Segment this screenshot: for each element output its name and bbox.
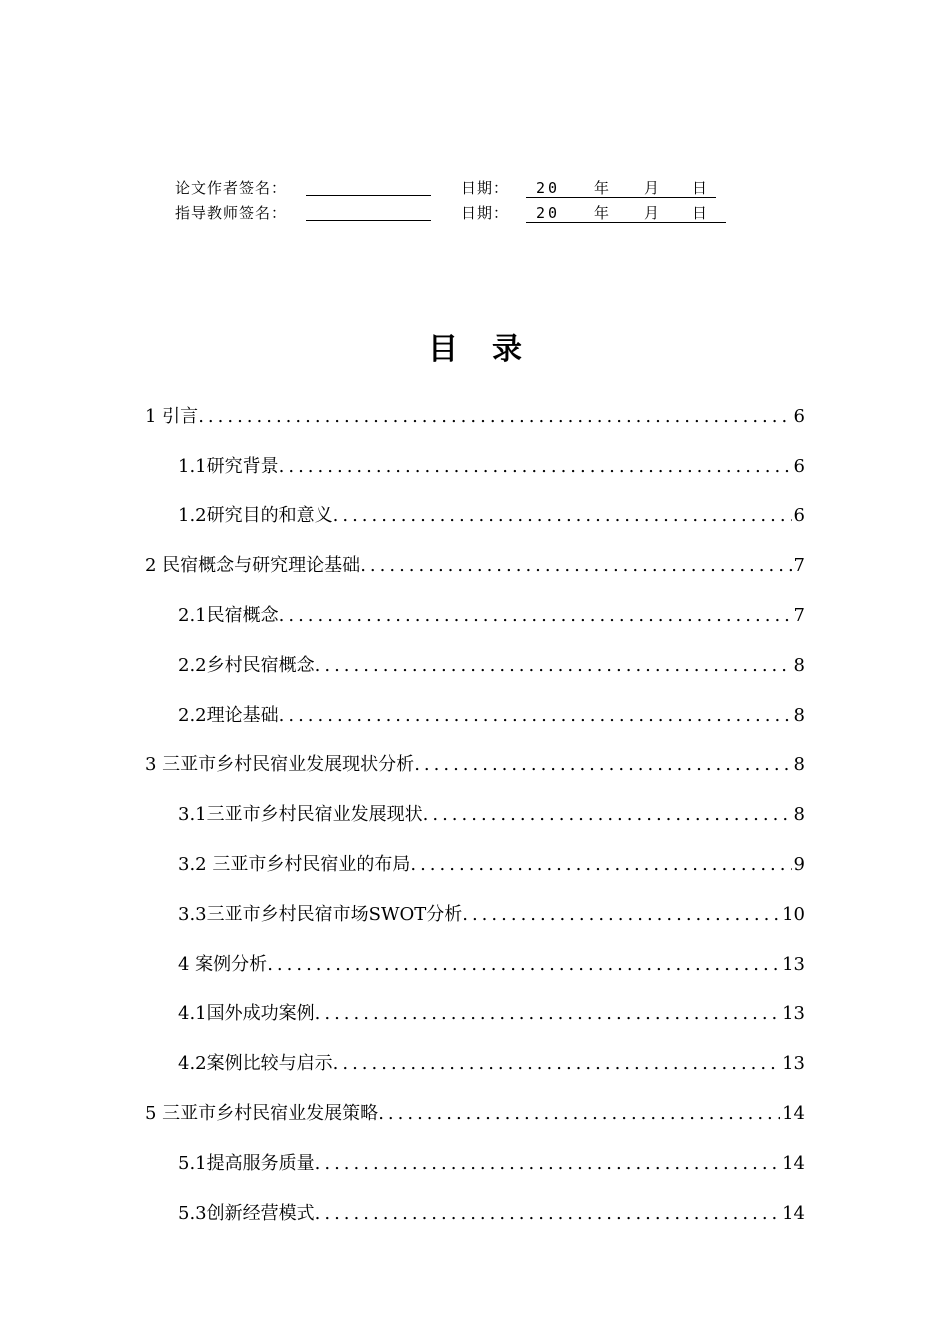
toc-entry-title: 5.3创新经营模式 — [178, 1202, 315, 1224]
toc-entry-page: 7 — [793, 555, 805, 577]
toc-entry[interactable] — [145, 534, 805, 584]
toc-entry-title: 5 三亚市乡村民宿业发展策略 — [145, 1102, 379, 1124]
toc-entry[interactable] — [145, 933, 805, 983]
advisor-signature-line — [306, 220, 431, 221]
signature-block — [175, 176, 775, 226]
advisor-signature-label: 指导教师签名： — [175, 204, 288, 222]
author-signature-label: 论文作者签名： — [175, 179, 288, 197]
author-date-field — [526, 176, 716, 198]
date-day-char: 日 — [692, 204, 708, 222]
date-year-char: 年 — [594, 204, 610, 222]
toc-entry-page: 8 — [793, 804, 805, 826]
toc-entry-title: 1.1研究背景 — [178, 455, 279, 477]
toc-entry-title: 5.1提高服务质量 — [178, 1152, 315, 1174]
toc-dot-leader — [267, 949, 780, 983]
date-month-char: 月 — [644, 179, 660, 197]
toc-entry-title: 4.1国外成功案例 — [178, 1003, 315, 1025]
toc-entry-page: 6 — [793, 405, 805, 427]
toc-entry-page: 13 — [782, 1053, 805, 1075]
advisor-date-label: 日期： — [461, 204, 510, 222]
toc-dot-leader — [333, 500, 792, 534]
toc-dot-leader — [315, 1148, 780, 1182]
toc-dot-leader — [360, 550, 791, 584]
toc-entry[interactable] — [145, 584, 805, 634]
toc-dot-leader — [315, 998, 780, 1032]
author-signature-line — [306, 195, 431, 196]
date-day-char: 日 — [692, 179, 708, 197]
toc-entry-page: 8 — [793, 654, 805, 676]
toc-entry-page: 10 — [782, 903, 805, 925]
advisor-date-field — [526, 201, 726, 223]
toc-dot-leader — [410, 849, 791, 883]
toc-entry-page: 13 — [782, 1003, 805, 1025]
date-year: 20 — [536, 204, 561, 222]
date-year: 20 — [536, 179, 561, 197]
toc-dot-leader — [315, 1198, 780, 1232]
date-month-char: 月 — [644, 204, 660, 222]
toc-entry-page: 13 — [782, 953, 805, 975]
toc-dot-leader — [279, 700, 792, 734]
toc-entry-title: 3.3三亚市乡村民宿市场SWOT分析 — [178, 903, 463, 925]
toc-entry[interactable] — [145, 734, 805, 784]
toc-entry-title: 3.1三亚市乡村民宿业发展现状 — [178, 804, 423, 826]
toc-entry[interactable] — [145, 883, 805, 933]
toc-entry-page: 6 — [793, 505, 805, 527]
toc-entry-page: 9 — [793, 853, 805, 875]
toc-entry-title: 2.2乡村民宿概念 — [178, 654, 315, 676]
toc-entry-title: 4 案例分析 — [178, 953, 268, 975]
toc-entry[interactable] — [145, 435, 805, 485]
toc-entry-title: 2.1民宿概念 — [178, 604, 279, 626]
toc-entry-page: 8 — [793, 754, 805, 776]
toc-entry[interactable] — [145, 983, 805, 1033]
toc-entry-title: 2 民宿概念与研究理论基础 — [145, 555, 361, 577]
toc-dot-leader — [423, 799, 792, 833]
toc-entry-page: 6 — [793, 455, 805, 477]
toc-dot-leader — [315, 650, 792, 684]
toc-dot-leader — [198, 401, 791, 435]
date-year-char: 年 — [594, 179, 610, 197]
toc-dot-leader — [279, 600, 792, 634]
toc-entry[interactable] — [145, 1032, 805, 1082]
author-date-label: 日期： — [461, 179, 510, 197]
toc-entry-title: 3 三亚市乡村民宿业发展现状分析 — [145, 754, 415, 776]
toc-dot-leader — [333, 1048, 780, 1082]
toc-entry[interactable] — [145, 783, 805, 833]
toc-entry[interactable] — [145, 634, 805, 684]
toc-dot-leader — [414, 749, 791, 783]
toc-dot-leader — [462, 899, 780, 933]
toc-entry-page: 8 — [793, 704, 805, 726]
author-signature-row — [175, 176, 775, 201]
toc-entry[interactable] — [145, 485, 805, 535]
toc-list — [145, 385, 805, 1232]
toc-entry[interactable] — [145, 1132, 805, 1182]
toc-entry-page: 7 — [793, 604, 805, 626]
toc-entry[interactable] — [145, 684, 805, 734]
toc-dot-leader — [279, 451, 792, 485]
toc-entry-page: 14 — [782, 1102, 805, 1124]
toc-entry-title: 1.2研究目的和意义 — [178, 505, 333, 527]
toc-entry[interactable] — [145, 385, 805, 435]
toc-entry[interactable] — [145, 1082, 805, 1132]
toc-entry-title: 2.2理论基础 — [178, 704, 279, 726]
toc-entry-page: 14 — [782, 1152, 805, 1174]
toc-entry[interactable] — [145, 833, 805, 883]
toc-entry[interactable] — [145, 1182, 805, 1232]
toc-entry-title: 1 引言 — [145, 405, 199, 427]
advisor-signature-row — [175, 201, 775, 226]
toc-dot-leader — [378, 1098, 780, 1132]
toc-entry-page: 14 — [782, 1202, 805, 1224]
toc-entry-title: 4.2案例比较与启示 — [178, 1053, 333, 1075]
toc-entry-title: 3.2 三亚市乡村民宿业的布局 — [178, 853, 411, 875]
toc-title: 目录 — [428, 332, 556, 367]
